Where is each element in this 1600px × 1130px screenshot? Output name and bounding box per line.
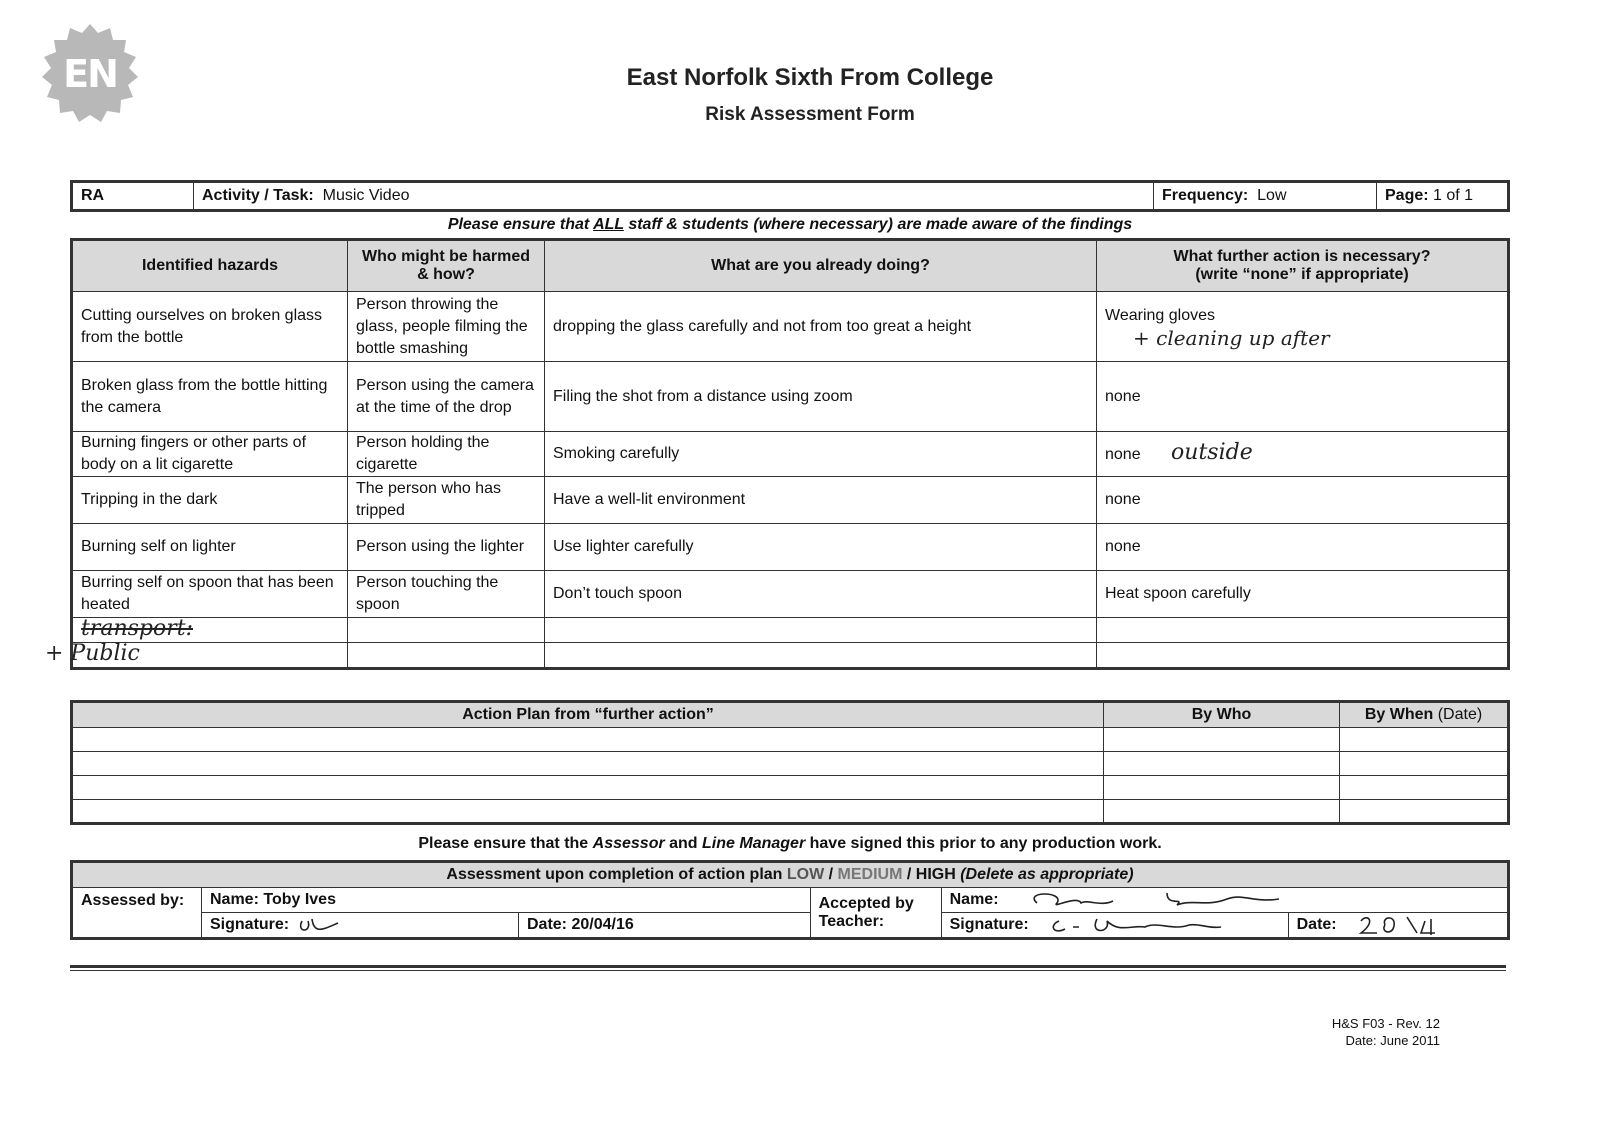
handwritten-note: outside	[1171, 440, 1253, 465]
form-date: Date: June 2011	[1345, 1033, 1440, 1048]
assessment-header	[72, 862, 1509, 888]
doing-cell: Don’t touch spoon	[545, 571, 1097, 618]
further-cell: none	[1097, 362, 1509, 432]
page-cell	[1377, 182, 1509, 211]
handwritten-note: transport:	[81, 616, 194, 641]
assessment-title: Assessment upon completion of action plan LOW / MEDIUM / HIGH (Delete as appropriate)	[72, 862, 1509, 888]
college-logo	[40, 24, 140, 124]
doing-cell: Filing the shot from a distance using zoom	[545, 362, 1097, 432]
notice-bottom: Please ensure that the Assessor and Line Manager have signed this prior to any production work.	[418, 835, 1162, 852]
frequency-cell	[1154, 182, 1377, 211]
activity-value: Music Video	[322, 187, 410, 204]
table-row	[72, 477, 1509, 524]
accepted-by-label: Accepted by Teacher:	[810, 888, 941, 939]
frequency-label: Frequency:	[1162, 187, 1249, 204]
activity-label: Activity / Task:	[202, 187, 314, 204]
form-footer	[1250, 1015, 1440, 1049]
who-cell	[348, 643, 545, 669]
who-cell: Person using the camera at the time of the drop	[348, 362, 545, 432]
hazard-cell: Burning self on lighter	[72, 524, 348, 571]
hazard-cell: Burning fingers or other parts of body on a lit cigarette	[72, 432, 348, 477]
further-cell: none	[1097, 524, 1509, 571]
hazard-table-header	[72, 240, 1509, 292]
table-row	[72, 643, 1509, 669]
page-title: East Norfolk Sixth From College	[626, 64, 994, 91]
by-when-header: By When (Date)	[1340, 702, 1509, 728]
table-row	[72, 292, 1509, 362]
header-doing: What are you already doing?	[545, 240, 1097, 292]
assessor-date-cell: Date: 20/04/16	[519, 913, 811, 939]
table-row	[72, 524, 1509, 571]
table-row	[72, 752, 1509, 776]
assessor-signature-cell: Signature:	[202, 913, 519, 939]
hazard-table	[45, 238, 1510, 670]
assessor-date: 20/04/16	[571, 916, 634, 933]
hazard-cell: Tripping in the dark	[72, 477, 348, 524]
teacher-signature-cell: Signature:	[941, 913, 1288, 939]
notice-top	[70, 216, 1510, 234]
header-who: Who might be harmed & how?	[348, 240, 545, 292]
further-cell	[1097, 292, 1509, 362]
hazard-cell: Burring self on spoon that has been heated	[72, 571, 348, 618]
notice-top-text-2: staff & students (where necessary) are made aware of the findings	[623, 216, 1133, 233]
table-row	[72, 800, 1509, 824]
action-plan-title: Action Plan from “further action”	[72, 702, 1104, 728]
assessor-name: Toby Ives	[263, 891, 336, 908]
page-value: 1 of 1	[1433, 187, 1474, 204]
activity-cell	[194, 182, 1154, 211]
ra-header-table	[70, 180, 1510, 212]
assessed-by-label: Assessed by:	[72, 888, 202, 939]
signoff-row-2	[72, 913, 1509, 939]
who-cell: Person throwing the glass, people filming the bottle smashing	[348, 292, 545, 362]
header-hazards: Identified hazards	[72, 240, 348, 292]
table-row	[72, 362, 1509, 432]
notice-top-emphasis: ALL	[593, 216, 624, 233]
doing-cell	[545, 643, 1097, 669]
hazard-cell-handwritten	[45, 641, 348, 669]
table-row	[72, 571, 1509, 618]
signoff-row-1	[72, 888, 1509, 913]
handwritten-note: + Public	[45, 641, 140, 666]
further-cell	[1097, 432, 1509, 477]
notice-top-text-1: Please ensure that	[447, 216, 594, 233]
who-cell: Person holding the cigarette	[348, 432, 545, 477]
further-cell	[1097, 643, 1509, 669]
further-text: Wearing gloves	[1105, 306, 1215, 324]
table-row	[72, 776, 1509, 800]
hazard-cell-handwritten	[72, 618, 348, 643]
teacher-name-handwriting	[1017, 889, 1297, 911]
table-row	[72, 618, 1509, 643]
further-cell	[1097, 618, 1509, 643]
teacher-date-handwriting	[1355, 913, 1475, 937]
action-plan-header	[72, 702, 1509, 728]
doing-cell: dropping the glass carefully and not from too great a height	[545, 292, 1097, 362]
frequency-value: Low	[1257, 187, 1287, 204]
further-cell: Heat spoon carefully	[1097, 571, 1509, 618]
page-subtitle: Risk Assessment Form	[705, 104, 915, 125]
table-row	[72, 728, 1509, 752]
doing-cell: Smoking carefully	[545, 432, 1097, 477]
hazard-cell: Cutting ourselves on broken glass from the bottle	[72, 292, 348, 362]
logo-text: EN	[63, 52, 117, 96]
doing-cell	[545, 618, 1097, 643]
who-cell	[348, 618, 545, 643]
assessor-name-cell: Name: Toby Ives	[202, 888, 811, 913]
handwritten-note: + cleaning up after	[1133, 325, 1330, 350]
further-cell: none	[1097, 477, 1509, 524]
who-cell: Person using the lighter	[348, 524, 545, 571]
by-who-header: By Who	[1104, 702, 1340, 728]
table-row	[72, 432, 1509, 477]
action-plan-table	[70, 700, 1510, 825]
ra-label: RA	[72, 182, 194, 211]
signoff-table	[70, 860, 1510, 940]
doing-cell: Use lighter carefully	[545, 524, 1097, 571]
form-code: H&S F03 - Rev. 12	[1331, 1016, 1440, 1031]
page-label: Page:	[1385, 187, 1429, 204]
teacher-date-cell: Date:	[1288, 913, 1508, 939]
bottom-divider	[70, 965, 1506, 971]
hazard-cell: Broken glass from the bottle hitting the camera	[72, 362, 348, 432]
header-further: What further action is necessary? (write “none” if appropriate)	[1097, 240, 1509, 292]
teacher-name-cell: Name:	[941, 888, 1508, 913]
assessor-signature	[294, 915, 354, 935]
doing-cell: Have a well-lit environment	[545, 477, 1097, 524]
teacher-signature	[1049, 915, 1249, 935]
who-cell: The person who has tripped	[348, 477, 545, 524]
further-text: none	[1105, 446, 1141, 463]
who-cell: Person touching the spoon	[348, 571, 545, 618]
